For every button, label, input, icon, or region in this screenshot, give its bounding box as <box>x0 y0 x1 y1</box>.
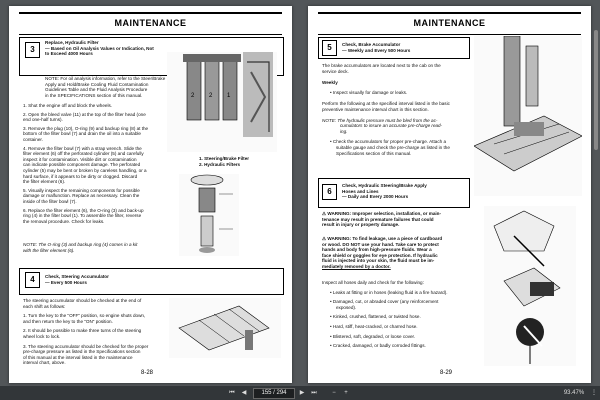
note-oil-analysis: NOTE: For oil analysis information, refer to the Steer/Brake Apply and Hold/Brake Cooling Fluid Contamination Guidelines Table and the Fluid Analysis Procedure in the SPECIFICATIONS section of this manual. <box>45 76 166 98</box>
section-5-body: The brake accumulators are located next to the cab on the service deck. Weekly • Inspect visually for damage or leaks. Perform the following at the specified interval listed in the basic preventive maintenance interval chart in this section. NOTE: The hydraulic pressure must be bled from the ac- cumulators to insure an accurate pre-charge read- ing. • Check the accumulators for proper pre-charge. Attach a suitable gauge and check the pre-charge as listed in the Specifications section of this manual. <box>322 63 450 156</box>
zoom-out-icon[interactable]: − <box>332 390 336 396</box>
warning-leak-detection: ⚠ WARNING: To find leakage, use a piece of cardboard or wood. DO NOT use your hand. Take care to protect hands and body from high-pressure fluids. Wear a face shield or goggles for eye protection. If hydraulic fluid is injected into your skin, the fluid must be im- mediately removed by a doctor. <box>322 236 443 269</box>
last-page-icon[interactable]: ⏭ <box>311 390 317 396</box>
page-header-title: MAINTENANCE <box>114 18 187 28</box>
svg-text:2: 2 <box>209 93 213 99</box>
note-oring-kit: NOTE: The O-ring (3) and backup ring (4) comes in a kit with the filter element (6). <box>23 242 138 253</box>
warning-icon: ⚠ <box>322 211 327 216</box>
pdf-toolbar <box>0 386 600 400</box>
page-header-title: MAINTENANCE <box>413 18 486 28</box>
warning-icon: ⚠ <box>322 236 327 241</box>
section-6-title: Check, Hydraulic Steering/Brake Apply Hoses and Lines — Daily and Every 2000 Hours <box>342 183 427 200</box>
page-8-28 <box>9 6 292 383</box>
page-number-input[interactable]: 155 / 294 <box>253 388 295 399</box>
warning-improper-selection: ⚠ WARNING: Improper selection, installation, or main- tenance may result in premature failures that could result in injury or property damage. <box>322 211 441 228</box>
next-page-icon[interactable]: ▶ <box>299 390 305 396</box>
section-3-steps: 1. Shut the engine off and block the wheels. 2. Open the bleed valve (11) at the top of the filter head (one end one-half turns). 3. Remove the plug (10), O-ring (9) and backup ring (8) at the bottom of the filter bowl (7) and drain the oil into a suitable container. 4. Remove the filter bowl (7) with a strap wrench. Slide the filter element (6) off the perforated cylinder (5) and carefully inspect it for contamination. Visible dirt or contamination can indicate possible component damage. The perforated cylinder (5) may be bent or broken by careless handling, or a hard surface, if it appears to be dirty or clogged. Discard the filter element (6). 5. Visually inspect the remaining components for possible damage or malfunction. Replace as necessary. Clean the inside of the filter bowl (7). 6. Replace the filter element (6), the O-ring (3) and back-up ring (4) in the filter bowl (1). To assemble the filter, reverse the removal procedure. Check for leaks. <box>23 103 149 224</box>
svg-text:2: 2 <box>191 93 195 99</box>
vertical-scrollbar[interactable] <box>594 30 598 150</box>
brake-accumulator-figure <box>474 36 582 196</box>
page-header <box>19 12 282 35</box>
section-6-body: Inspect all hoses daily and check for the following: • Leaks at fitting or in hoses (leaking fluid is a fire hazard). • Damaged, cut, or abraded cover (any reinforcement exposed). • Kinked, crushed, flattened, or twisted hose. • Hard, stiff, heat-cracked, or charred hose. • Blistered, soft, degraded, or loose cover. • Cracked, damaged, or badly corroded fittings. <box>322 280 448 349</box>
svg-text:1: 1 <box>227 93 231 99</box>
prev-page-icon[interactable]: ◀ <box>241 390 247 396</box>
zoom-in-icon[interactable]: + <box>344 390 348 396</box>
figure-legend: 1. Steering/Brake Filter 2. Hydraulic Filters <box>199 156 250 167</box>
section-5-title: Check, Brake Accumulator — Weekly and Every 500 Hours <box>342 42 411 53</box>
section-6-number: 6 <box>322 184 337 200</box>
page-number: 8-28 <box>141 370 154 376</box>
section-3-title: Replace, Hydraulic Filter — Based on Oil Analysis Values or Indication, Not to Exceed 4000 Hours <box>45 40 154 57</box>
menu-icon[interactable]: ⋮ <box>591 390 597 396</box>
section-3-number: 3 <box>25 42 40 58</box>
page-number: 8-29 <box>440 370 453 376</box>
section-5-number: 5 <box>322 40 337 56</box>
section-4-body: The steering accumulator should be checked at the end of each shift as follows: 1. Turn the key to the "OFF" position, so engine shuts down, and then return the key to the "ON" position. 2. It should be possible to make three turns of the steering wheel lock to lock. 3. The steering accumulator should be checked for the proper pre-charge pressure as listed in the Specifications section of this manual at the interval listed in the maintenance interval chart, above. <box>23 298 149 366</box>
hydraulic-filter-figure <box>167 52 277 152</box>
page-header <box>318 12 581 35</box>
section-4-number: 4 <box>25 272 40 288</box>
hose-inspection-figure <box>484 206 576 366</box>
first-page-icon[interactable]: ⏮ <box>229 390 235 396</box>
steering-accumulator-figure <box>169 298 281 358</box>
section-4-title: Check, Steering Accumulator — Every 500 Hours <box>45 274 109 285</box>
filter-exploded-figure <box>179 174 239 256</box>
zoom-level[interactable]: 93.47% <box>563 390 585 396</box>
page-8-29 <box>308 6 591 383</box>
